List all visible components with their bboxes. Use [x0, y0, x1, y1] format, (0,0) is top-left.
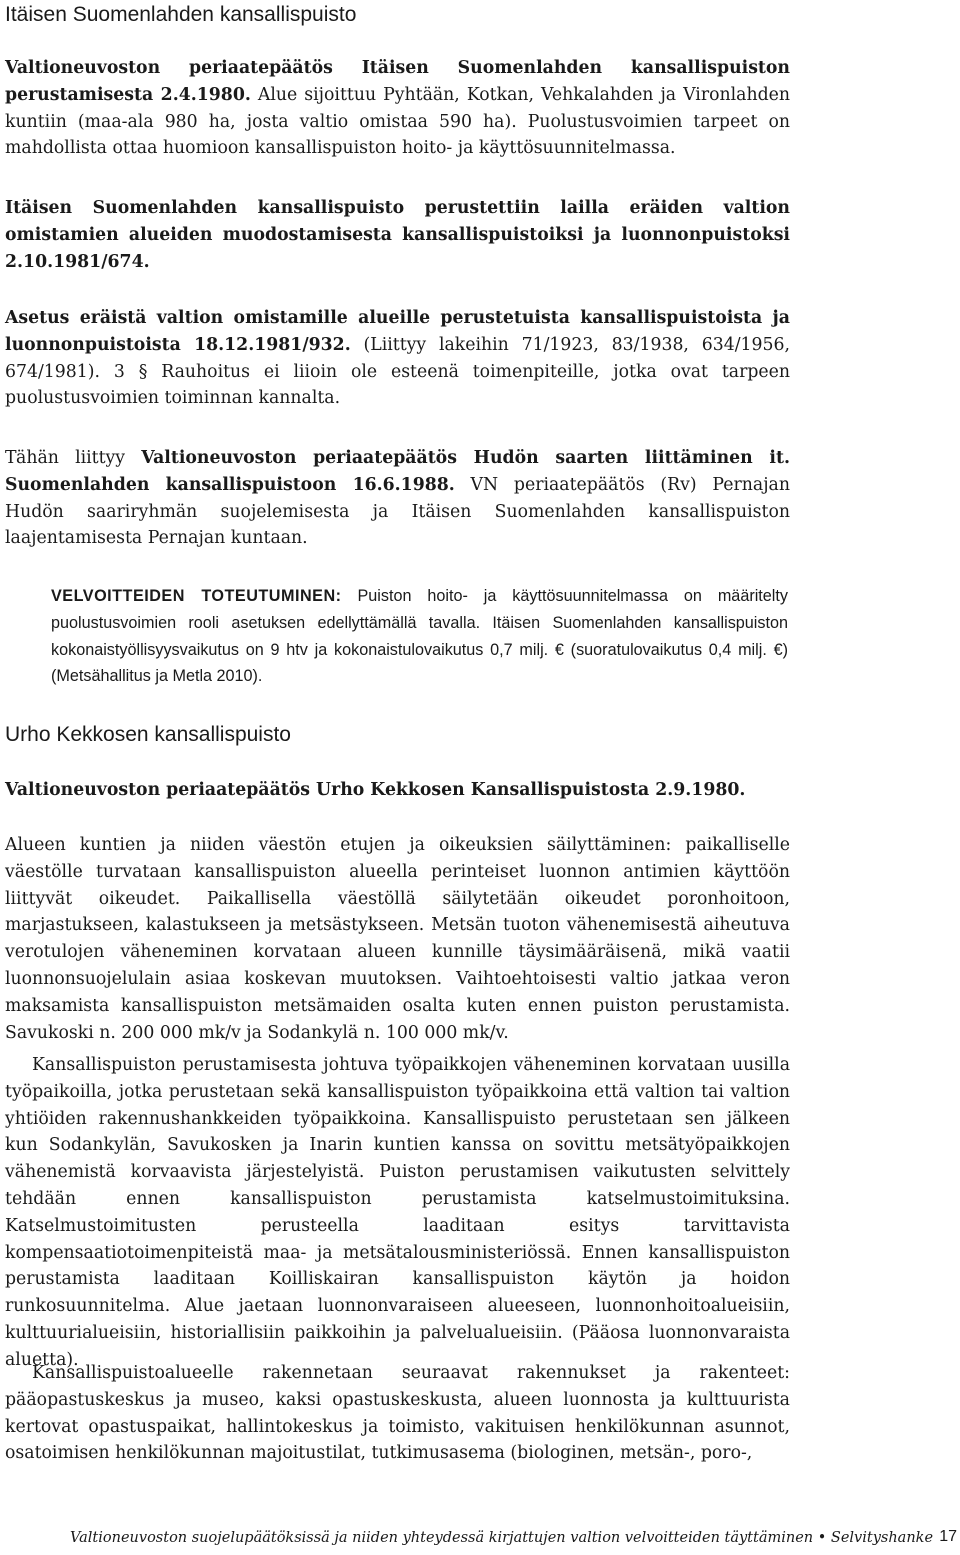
decision-reference: Valtioneuvoston periaatepäätös Itäisen Suomenlahden kansallispuiston perustamisesta 2.4.1980.	[5, 58, 790, 105]
paragraph-text: VN periaatepäätös (Rv) Pernajan Hudön saariryhmän suojelemisesta ja Itäisen Suomenlahden kansallispuiston laajentamisesta Pernajan kuntaan.	[5, 474, 790, 549]
paragraph-text: (Liittyy lakeihin 71/1923, 83/1938, 634/1956, 674/1981). 3 § Rauhoitus ei liioin ole esteenä toimenpiteille, jotka ovat tarpeen puolustusvoimien toiminnan kannalta.	[5, 334, 790, 409]
page-number: 17	[939, 1528, 957, 1545]
section-title-urho-kekkonen: Urho Kekkosen kansallispuisto	[5, 723, 291, 746]
footer-text: Valtioneuvoston suojelupäätöksissä ja niiden yhteydessä kirjattujen valtion velvoitteiden täyttäminen • Selvityshanke	[70, 1530, 934, 1546]
paragraph-text: Tähän liittyy	[5, 448, 142, 468]
paragraph-itainen-asetus	[5, 305, 790, 412]
decree-reference: Asetus eräistä valtion omistamille alueille perustetuista kansallispuistoista ja luonnonpuistoista 18.12.1981/932.	[5, 308, 790, 355]
page-footer	[0, 1530, 960, 1550]
paragraph-text: Puiston hoito- ja käyttösuunnitelmassa on määritelty puolustusvoimien rooli asetuksen edellyttämällä tavalla. Itäisen Suomenlahden kansallispuiston kokonaistyöllisyysvaikutus on 9 htv ja kokonaistulovaikutus 0,7 milj. € (suoratulovaikutus 0,4 milj. €) (Metsähallitus ja Metla 2010).	[51, 587, 788, 686]
paragraph-itainen-laki: Itäisen Suomenlahden kansallispuisto perustettiin lailla eräiden valtion omistamien alueiden muodostamisesta kansallispuistoiksi ja luonnonpuistoksi 2.10.1981/674.	[5, 198, 790, 272]
velvoitteiden-label: VELVOITTEIDEN TOTEUTUMINEN:	[51, 587, 342, 605]
velvoitteiden-toteutuminen-paragraph	[51, 583, 788, 690]
paragraph-urho-kunnat: Alueen kuntien ja niiden väestön etujen ja oikeuksien säilyttäminen: paikalliselle väestölle turvataan kansallispuiston alueella perinteiset luonnon antimien käyttöön liittyvät oikeudet. Paikallisella väestöllä säilytetään oikeudet poronhoitoon, marjastukseen, kalastukseen ja metsästykseen. Metsän tuoton vähenemisestä aiheutuva verotulojen väheneminen korvataan alueen kunnille täysimääräisenä, mikä vaatii luonnonsuojelulain asiaa koskevan muutoksen. Vaihtoehtoisesti valtio jatkaa veron maksamista kansallispuiston metsämaiden osalta kuten ennen puiston perustamista. Savukoski n. 200 000 mk/v ja Sodankylä n. 100 000 mk/v.	[5, 835, 790, 1043]
section-title-itainen-suomenlahti: Itäisen Suomenlahden kansallispuisto	[5, 3, 357, 26]
decision-reference: Valtioneuvoston periaatepäätös Hudön saarten liittäminen it. Suomenlahden kansallispuistoon 16.6.1988.	[5, 448, 790, 495]
paragraph-urho-tyopaikat: Kansallispuiston perustamisesta johtuva työpaikkojen väheneminen korvataan uusilla työpaikoilla, jotka perustetaan sekä kansallispuiston työpaikkoina että valtion tai valtion yhtiöiden rakennushankkeiden työpaikkoina. Kansallispuisto perustetaan sen jälkeen kun Sodankylän, Savukosken ja Inarin kuntien kanssa on sovittu metsätyöpaikkojen vähenemistä korvaavista järjestelyistä. Puiston perustamisen vaikutusten selvittely tehdään ennen kansallispuiston perustamista katselmustoimituksina. Katselmustoimitusten perusteella laaditaan esitys tarvittavista kompensaatiotoimenpiteistä maa- ja metsätalousministeriössä. Ennen kansallispuiston perustamista laaditaan Koilliskairan kansallispuiston käytön ja hoidon runkosuunnitelma. Alue jaetaan luonnonvaraiseen alueeseen, luonnonhoitoalueisiin, kulttuurialueisiin, historiallisiin paikkoihin ja palvelualueisiin. (Pääosa luonnonvaraista aluetta).	[5, 1055, 790, 1370]
paragraph-itainen-hudo	[5, 445, 790, 552]
paragraph-urho-rakennukset: Kansallispuistoalueelle rakennetaan seuraavat rakennukset ja rakenteet: pääopastuskeskus ja museo, kaksi opastuskeskusta, alueen luonnosta ja kulttuurista kertovat opastuspaikat, hallintokeskus ja toimisto, vakituisen henkilökunnan asunnot, osatoimisen henkilökunnan majoitustilat, tutkimusasema (biologinen, metsän-, poro-,	[5, 1363, 790, 1464]
paragraph-itainen-periaatepaatos	[5, 55, 790, 162]
paragraph-urho-periaatepaatos: Valtioneuvoston periaatepäätös Urho Kekkosen Kansallispuistosta 2.9.1980.	[5, 780, 746, 800]
paragraph-text: Alue sijoittuu Pyhtään, Kotkan, Vehkalahden ja Vironlahden kuntiin (maa-ala 980 ha, josta valtio omistaa 590 ha). Puolustusvoimien tarpeet on mahdollista ottaa huomioon kansallispuiston hoito- ja käyttösuunnitelmassa.	[5, 84, 790, 159]
